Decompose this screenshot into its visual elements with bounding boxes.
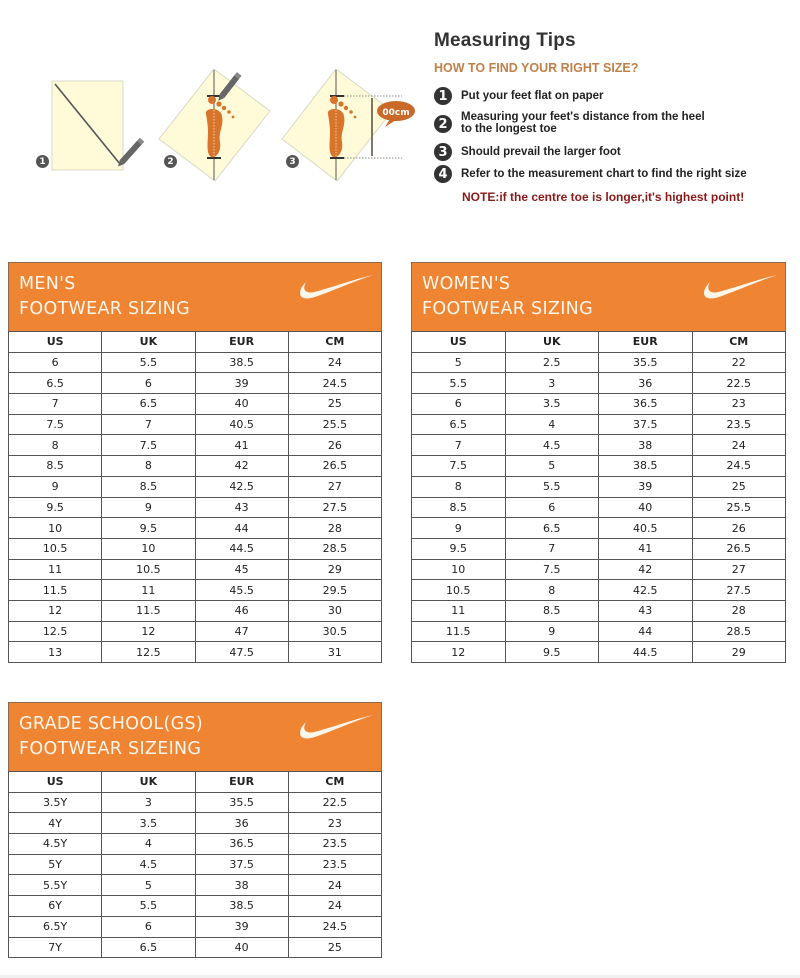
- table-cell: 35.5: [599, 352, 693, 373]
- table-cell: 11.5: [9, 580, 102, 601]
- table-cell: 24: [288, 875, 381, 896]
- tip-2: [434, 112, 705, 135]
- table-cell: 31: [288, 642, 381, 663]
- table-cell: 11.5: [412, 621, 506, 642]
- tip-4: [434, 165, 747, 183]
- table-row: [9, 352, 382, 373]
- table-cell: 7.5: [9, 414, 102, 435]
- table-cell: 40: [195, 937, 288, 958]
- table-row: [412, 373, 786, 394]
- table-cell: 44: [599, 621, 693, 642]
- table-cell: 38.5: [195, 896, 288, 917]
- table-cell: 10.5: [102, 559, 195, 580]
- table-cell: 9: [412, 518, 506, 539]
- table-cell: 7: [102, 414, 195, 435]
- table-row: [412, 518, 786, 539]
- title-line: FOOTWEAR SIZING: [19, 299, 190, 319]
- table-cell: 8.5: [9, 456, 102, 477]
- table-cell: 11: [412, 600, 506, 621]
- table-cell: 12: [9, 600, 102, 621]
- table-cell: 27.5: [288, 497, 381, 518]
- table-cell: 26.5: [288, 456, 381, 477]
- table-cell: 26: [692, 518, 786, 539]
- table-cell: 6.5: [505, 518, 599, 539]
- measuring-illustrations: [0, 50, 420, 200]
- tips-subtitle: HOW TO FIND YOUR RIGHT SIZE?: [434, 61, 639, 75]
- table-cell: 5: [102, 875, 195, 896]
- table-cell: 26: [288, 435, 381, 456]
- table-row: [9, 580, 382, 601]
- table-cell: 42.5: [195, 476, 288, 497]
- table-cell: 44.5: [599, 642, 693, 663]
- number-1-icon: 1: [434, 87, 452, 105]
- table-cell: 25.5: [692, 497, 786, 518]
- number-4-icon: 4: [434, 165, 452, 183]
- table-cell: 25: [288, 394, 381, 415]
- table-cell: 6: [102, 373, 195, 394]
- table-cell: 29: [692, 642, 786, 663]
- svg-text:00cm: 00cm: [382, 108, 410, 118]
- table-cell: 10.5: [412, 580, 506, 601]
- table-cell: 29: [288, 559, 381, 580]
- table-cell: 8: [412, 476, 506, 497]
- column-header-uk: UK: [505, 332, 599, 353]
- table-cell: 4.5: [505, 435, 599, 456]
- table-cell: 37.5: [599, 414, 693, 435]
- table-cell: 8: [505, 580, 599, 601]
- table-row: [412, 538, 786, 559]
- table-cell: 5: [505, 456, 599, 477]
- tips-title: Measuring Tips: [434, 30, 576, 51]
- table-row: [9, 435, 382, 456]
- table-row: [412, 621, 786, 642]
- table-row: [9, 559, 382, 580]
- table-cell: 5.5: [102, 896, 195, 917]
- measure-length-icon: [282, 69, 415, 181]
- table-cell: 35.5: [195, 792, 288, 813]
- table-cell: 40: [195, 394, 288, 415]
- table-cell: 9.5: [9, 497, 102, 518]
- table-row: [9, 642, 382, 663]
- table-cell: 6: [9, 352, 102, 373]
- table-header-row: [412, 332, 786, 353]
- table-row: [412, 580, 786, 601]
- table-cell: 38.5: [195, 352, 288, 373]
- table-cell: 6.5: [102, 937, 195, 958]
- column-header-uk: UK: [102, 332, 195, 353]
- womens-sizing-card: [411, 262, 786, 663]
- table-cell: 9: [505, 621, 599, 642]
- table-cell: 36.5: [195, 834, 288, 855]
- table-cell: 11: [9, 559, 102, 580]
- table-cell: 3.5Y: [9, 792, 102, 813]
- table-cell: 24: [288, 896, 381, 917]
- table-cell: 25: [288, 937, 381, 958]
- table-cell: 6.5: [412, 414, 506, 435]
- grade-school-sizing-card: [8, 702, 382, 958]
- table-cell: 12.5: [102, 642, 195, 663]
- table-row: [9, 916, 382, 937]
- table-row: [9, 476, 382, 497]
- table-cell: 5Y: [9, 854, 102, 875]
- table-cell: 3.5: [505, 394, 599, 415]
- table-row: [9, 792, 382, 813]
- column-header-us: US: [412, 332, 506, 353]
- tip-text-line: Measuring your feet's distance from the heel: [461, 111, 705, 123]
- table-cell: 40.5: [195, 414, 288, 435]
- column-header-cm: CM: [692, 332, 786, 353]
- tip-1: [434, 87, 604, 105]
- table-cell: 46: [195, 600, 288, 621]
- table-cell: 5.5: [412, 373, 506, 394]
- table-header-row: [9, 332, 382, 353]
- table-header-row: [9, 772, 382, 793]
- column-header-us: US: [9, 332, 102, 353]
- table-cell: 8.5: [505, 600, 599, 621]
- table-cell: 4.5Y: [9, 834, 102, 855]
- table-cell: 22.5: [692, 373, 786, 394]
- table-row: [412, 600, 786, 621]
- table-row: [412, 394, 786, 415]
- table-cell: 36: [195, 813, 288, 834]
- table-row: [9, 854, 382, 875]
- table-row: [9, 600, 382, 621]
- number-2-icon: 2: [434, 115, 452, 133]
- column-header-eur: EUR: [195, 772, 288, 793]
- grade-school-card-header: [8, 702, 382, 771]
- table-cell: 5.5: [102, 352, 195, 373]
- grade-school-table-body: [9, 792, 382, 958]
- table-cell: 28: [692, 600, 786, 621]
- table-row: [412, 476, 786, 497]
- table-cell: 23.5: [692, 414, 786, 435]
- table-cell: 29.5: [288, 580, 381, 601]
- table-cell: 41: [599, 538, 693, 559]
- table-cell: 23.5: [288, 854, 381, 875]
- table-cell: 45: [195, 559, 288, 580]
- measuring-tips: [434, 30, 794, 204]
- table-cell: 40: [599, 497, 693, 518]
- table-row: [9, 373, 382, 394]
- table-cell: 8.5: [412, 497, 506, 518]
- table-cell: 39: [195, 916, 288, 937]
- tip-text: Should prevail the larger foot: [461, 146, 621, 158]
- table-cell: 4Y: [9, 813, 102, 834]
- table-cell: 43: [599, 600, 693, 621]
- title-line: WOMEN'S: [422, 274, 511, 294]
- tip-text: Put your feet flat on paper: [461, 90, 604, 102]
- column-header-uk: UK: [102, 772, 195, 793]
- table-cell: 4: [102, 834, 195, 855]
- table-cell: 24.5: [288, 373, 381, 394]
- table-cell: 7: [412, 435, 506, 456]
- table-cell: 36.5: [599, 394, 693, 415]
- table-cell: 5.5Y: [9, 875, 102, 896]
- nike-swoosh-icon: [297, 271, 375, 305]
- table-cell: 10: [9, 518, 102, 539]
- table-cell: 5: [412, 352, 506, 373]
- table-cell: 7.5: [505, 559, 599, 580]
- table-cell: 9.5: [102, 518, 195, 539]
- column-header-eur: EUR: [599, 332, 693, 353]
- tips-note: NOTE:if the centre toe is longer,it's highest point!: [462, 190, 745, 204]
- title-line: FOOTWEAR SIZEING: [19, 739, 202, 759]
- table-cell: 12: [102, 621, 195, 642]
- table-cell: 10: [102, 538, 195, 559]
- womens-card-title: [422, 272, 593, 322]
- table-cell: 28.5: [692, 621, 786, 642]
- table-cell: 40.5: [599, 518, 693, 539]
- step-1-badge: 1: [36, 155, 49, 168]
- table-cell: 27: [692, 559, 786, 580]
- table-cell: 39: [599, 476, 693, 497]
- table-cell: 38: [195, 875, 288, 896]
- table-cell: 22.5: [288, 792, 381, 813]
- table-row: [412, 642, 786, 663]
- womens-size-table: [411, 331, 786, 663]
- mens-sizing-card: [8, 262, 382, 663]
- womens-table-body: [412, 352, 786, 662]
- foot-measure-diagram-icon: [0, 50, 420, 200]
- tip-text-line: to the longest toe: [461, 122, 557, 135]
- column-header-us: US: [9, 772, 102, 793]
- table-row: [412, 497, 786, 518]
- table-cell: 41: [195, 435, 288, 456]
- table-cell: 22: [692, 352, 786, 373]
- table-cell: 30: [288, 600, 381, 621]
- table-cell: 39: [195, 373, 288, 394]
- table-cell: 6: [102, 916, 195, 937]
- nike-swoosh-icon: [701, 271, 779, 305]
- table-cell: 42.5: [599, 580, 693, 601]
- tip-text: Refer to the measurement chart to find the right size: [461, 168, 747, 180]
- table-row: [412, 456, 786, 477]
- table-row: [9, 414, 382, 435]
- table-cell: 47.5: [195, 642, 288, 663]
- table-cell: 7: [505, 538, 599, 559]
- table-cell: 24: [692, 435, 786, 456]
- table-cell: 23.5: [288, 834, 381, 855]
- table-cell: 11.5: [102, 600, 195, 621]
- table-row: [412, 414, 786, 435]
- table-cell: 28.5: [288, 538, 381, 559]
- table-cell: 7.5: [412, 456, 506, 477]
- table-cell: 9.5: [412, 538, 506, 559]
- table-cell: 23: [288, 813, 381, 834]
- table-cell: 44: [195, 518, 288, 539]
- table-cell: 3.5: [102, 813, 195, 834]
- table-row: [9, 518, 382, 539]
- tip-text: [461, 112, 705, 135]
- table-cell: 27: [288, 476, 381, 497]
- table-cell: 23: [692, 394, 786, 415]
- table-row: [9, 538, 382, 559]
- number-3-icon: 3: [434, 143, 452, 161]
- column-header-cm: CM: [288, 332, 381, 353]
- table-cell: 36: [599, 373, 693, 394]
- table-cell: 25.5: [288, 414, 381, 435]
- table-cell: 27.5: [692, 580, 786, 601]
- table-cell: 12: [412, 642, 506, 663]
- table-row: [9, 834, 382, 855]
- table-cell: 24.5: [288, 916, 381, 937]
- table-cell: 3: [505, 373, 599, 394]
- grade-school-size-table: [8, 771, 382, 958]
- table-cell: 42: [599, 559, 693, 580]
- table-row: [9, 896, 382, 917]
- table-cell: 10: [412, 559, 506, 580]
- table-row: [9, 497, 382, 518]
- table-row: [9, 394, 382, 415]
- table-cell: 12.5: [9, 621, 102, 642]
- table-cell: 3: [102, 792, 195, 813]
- mens-card-header: [8, 262, 382, 331]
- table-row: [9, 937, 382, 958]
- table-cell: 6Y: [9, 896, 102, 917]
- table-cell: 44.5: [195, 538, 288, 559]
- table-row: [412, 352, 786, 373]
- column-header-eur: EUR: [195, 332, 288, 353]
- grade-school-card-title: [19, 712, 203, 762]
- table-cell: 38: [599, 435, 693, 456]
- paper-pencil-icon: [52, 81, 144, 170]
- table-cell: 42: [195, 456, 288, 477]
- table-cell: 8: [9, 435, 102, 456]
- table-row: [9, 875, 382, 896]
- table-cell: 4.5: [102, 854, 195, 875]
- table-cell: 7Y: [9, 937, 102, 958]
- table-cell: 7.5: [102, 435, 195, 456]
- table-cell: 11: [102, 580, 195, 601]
- table-row: [412, 435, 786, 456]
- table-row: [9, 621, 382, 642]
- table-cell: 10.5: [9, 538, 102, 559]
- table-cell: 25: [692, 476, 786, 497]
- womens-card-header: [411, 262, 786, 331]
- table-cell: 37.5: [195, 854, 288, 875]
- table-cell: 47: [195, 621, 288, 642]
- table-cell: 24.5: [692, 456, 786, 477]
- mens-table-body: [9, 352, 382, 662]
- table-cell: 9: [102, 497, 195, 518]
- table-row: [412, 559, 786, 580]
- step-3-badge: 3: [286, 155, 299, 168]
- column-header-cm: CM: [288, 772, 381, 793]
- table-cell: 6.5: [9, 373, 102, 394]
- mens-card-title: [19, 272, 190, 322]
- table-cell: 9.5: [505, 642, 599, 663]
- tip-3: [434, 143, 621, 161]
- table-cell: 4: [505, 414, 599, 435]
- table-cell: 38.5: [599, 456, 693, 477]
- nike-swoosh-icon: [297, 711, 375, 745]
- table-cell: 6: [412, 394, 506, 415]
- title-line: MEN'S: [19, 274, 76, 294]
- table-cell: 7: [9, 394, 102, 415]
- table-cell: 6.5Y: [9, 916, 102, 937]
- table-cell: 24: [288, 352, 381, 373]
- title-line: FOOTWEAR SIZING: [422, 299, 593, 319]
- table-cell: 43: [195, 497, 288, 518]
- table-cell: 9: [9, 476, 102, 497]
- mens-size-table: [8, 331, 382, 663]
- table-cell: 26.5: [692, 538, 786, 559]
- title-line: GRADE SCHOOL(GS): [19, 714, 203, 734]
- table-cell: 6: [505, 497, 599, 518]
- table-cell: 5.5: [505, 476, 599, 497]
- table-cell: 2.5: [505, 352, 599, 373]
- table-cell: 28: [288, 518, 381, 539]
- table-cell: 6.5: [102, 394, 195, 415]
- table-cell: 45.5: [195, 580, 288, 601]
- table-cell: 8.5: [102, 476, 195, 497]
- table-cell: 30.5: [288, 621, 381, 642]
- table-row: [9, 456, 382, 477]
- table-cell: 8: [102, 456, 195, 477]
- table-cell: 13: [9, 642, 102, 663]
- step-2-badge: 2: [164, 155, 177, 168]
- table-row: [9, 813, 382, 834]
